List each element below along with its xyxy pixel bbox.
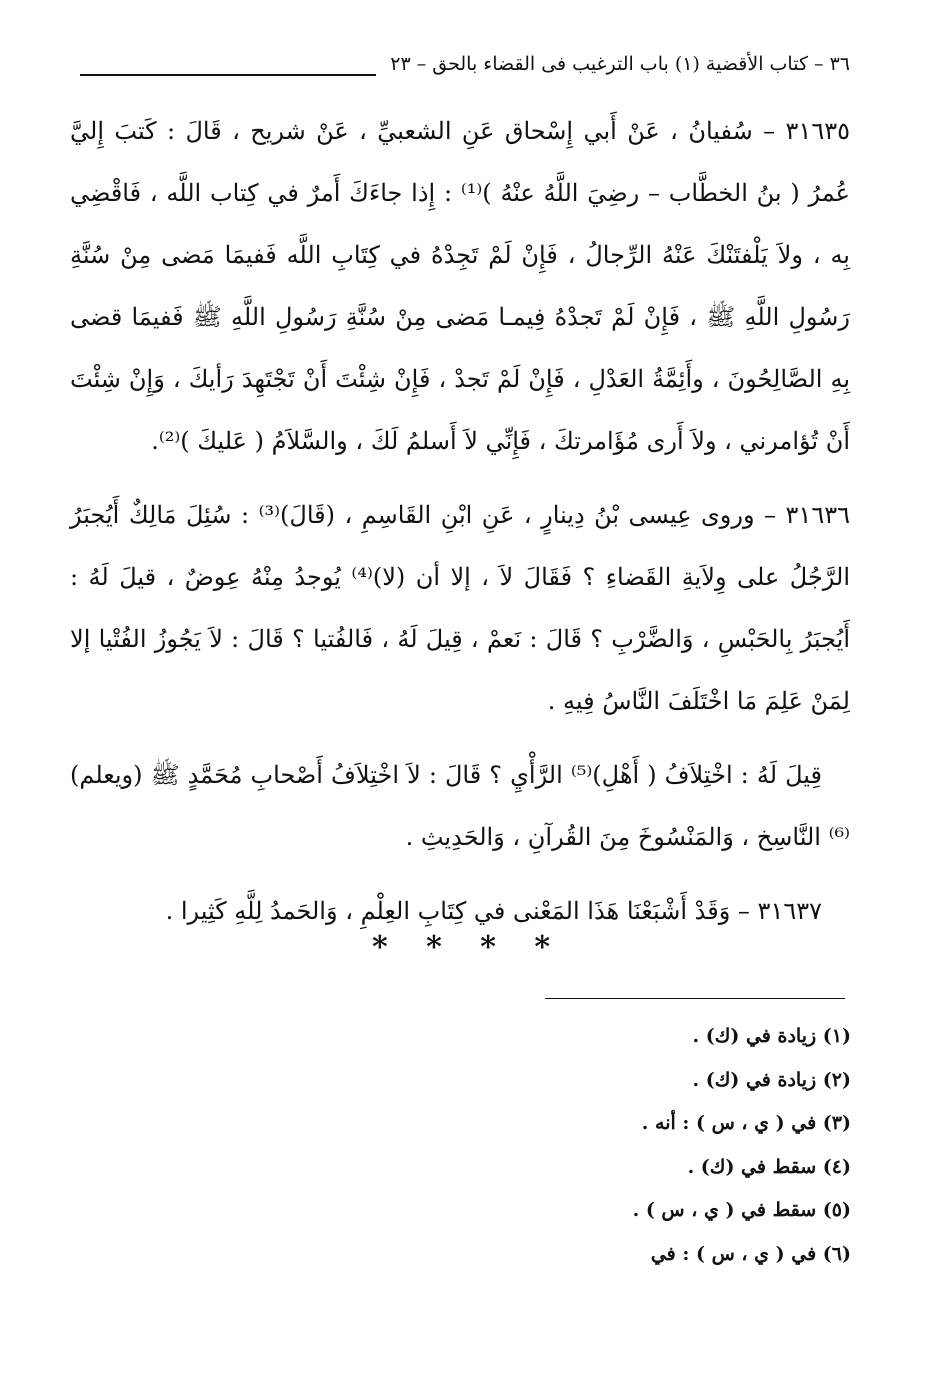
section-separator: * * * *	[371, 930, 565, 965]
footnote-3: (٣) في ( ي ، س ) : أنه .	[641, 1112, 851, 1134]
header-title: ٣٦ – كتاب الأقضية (١) باب الترغيب فى القضاء بالحق – ٢٣	[390, 53, 850, 75]
footnote-6: (٦) في ( ي ، س ) : في	[650, 1242, 851, 1265]
paragraph-continuation: قِيلَ لَهُ : اخْتِلاَفُ ( أَهْلِ)⁽⁵⁾ الرَّأْيِ ؟ قَالَ : لاَ اخْتِلاَفُ أَصْحابِ مُحَمَّدٍ ﷺ (ويعلم)⁽⁶⁾ النَّاسِخ ، وَالمَنْسُوخَ مِنَ القُرآنِ ، وَالحَدِيثِ .	[70, 761, 850, 851]
footnote-rule	[545, 998, 845, 999]
footnotes	[431, 1015, 851, 1276]
footnote-5: (٥) سقط في ( ي ، س ) .	[632, 1199, 851, 1221]
footnote-2: (٢) زيادة في (ك) .	[692, 1068, 851, 1091]
paragraph-31635: ٣١٦٣٥ – سُفيانُ ، عَنْ أَبي إِسْحاق عَنِ الشعبيِّ ، عَنْ شريح ، قَالَ : كَتبَ إِليَّ عُمرُ ( بنُ الخطَّاب – رضِيَ اللَّهُ عنْهُ )⁽¹⁾ : إِذا جاءَكَ أَمرٌ في كِتاب اللَّه ، فَاقْضِي بِه ، ولاَ يَلْفتَنْكَ عَنْهُ الرِّجالُ ، فَإِنْ لَمْ تَجِدْهُ في كِتَابِ اللَّه فَفيمَا مَضى مِنْ سُنَّةِ رَسُولِ اللَّهِ ﷺ ، فَإِنْ لَمْ تَجدْهُ فِيمـا مَضى مِنْ سُنَّةِ رَسُولِ اللَّهِ ﷺ فَفيمَا قضى بِهِ الصَّالِحُونَ ، وأَئِمَّةُ العَدْلِ ، فَإِنْ لَمْ تَجدْ ، فَإِنْ شِئْتَ أَنْ تَجْتَهِدَ رَأيكَ ، وَإِنْ شِئْتَ أَنْ تُؤامرني ، ولاَ أَرى مُؤَامرتكَ ، فَإِنِّي لاَ أَسلمُ لَكَ ، والسَّلاَمُ ( عَليكَ )⁽²⁾.	[70, 117, 851, 455]
main-text	[70, 100, 850, 954]
running-header	[80, 44, 850, 84]
footnote-4: (٤) سقط في (ك) .	[687, 1155, 851, 1178]
header-rule	[80, 74, 376, 76]
footnote-1: (١) زيادة في (ك) .	[692, 1025, 851, 1047]
paragraph-31637: ٣١٦٣٧ – وَقَدْ أَشْبَعْنَا هَذَا المَعْنى في كِتَابِ العِلْمِ ، وَالحَمدُ لِلَّهِ كَثِيرا .	[165, 897, 822, 925]
paragraph-31636: ٣١٦٣٦ – وروى عِيسى بْنُ دِينارٍ ، عَنِ ابْنِ القَاسِمِ ، (قَالَ)⁽³⁾ : سُئِلَ مَالِكٌ أَيُجبَرُ الرَّجُلُ على وِلاَيةِ القَضاءِ ؟ فَقَالَ لاَ ، إلا أن (لا)⁽⁴⁾ يُوجدُ مِنْهُ عِوضٌ ، قيلَ لَهُ : أَيُجبَرُ بِالحَبْسِ ، وَالضَّرْبِ ؟ قَالَ : نَعمْ ، قِيلَ لَهُ ، فَالفُتيا ؟ قَالَ : لاَ يَجُوزُ الفُتْيا إلا لِمَنْ عَلِمَ مَا اخْتَلَفَ النَّاسُ فِيهِ .	[70, 501, 850, 715]
